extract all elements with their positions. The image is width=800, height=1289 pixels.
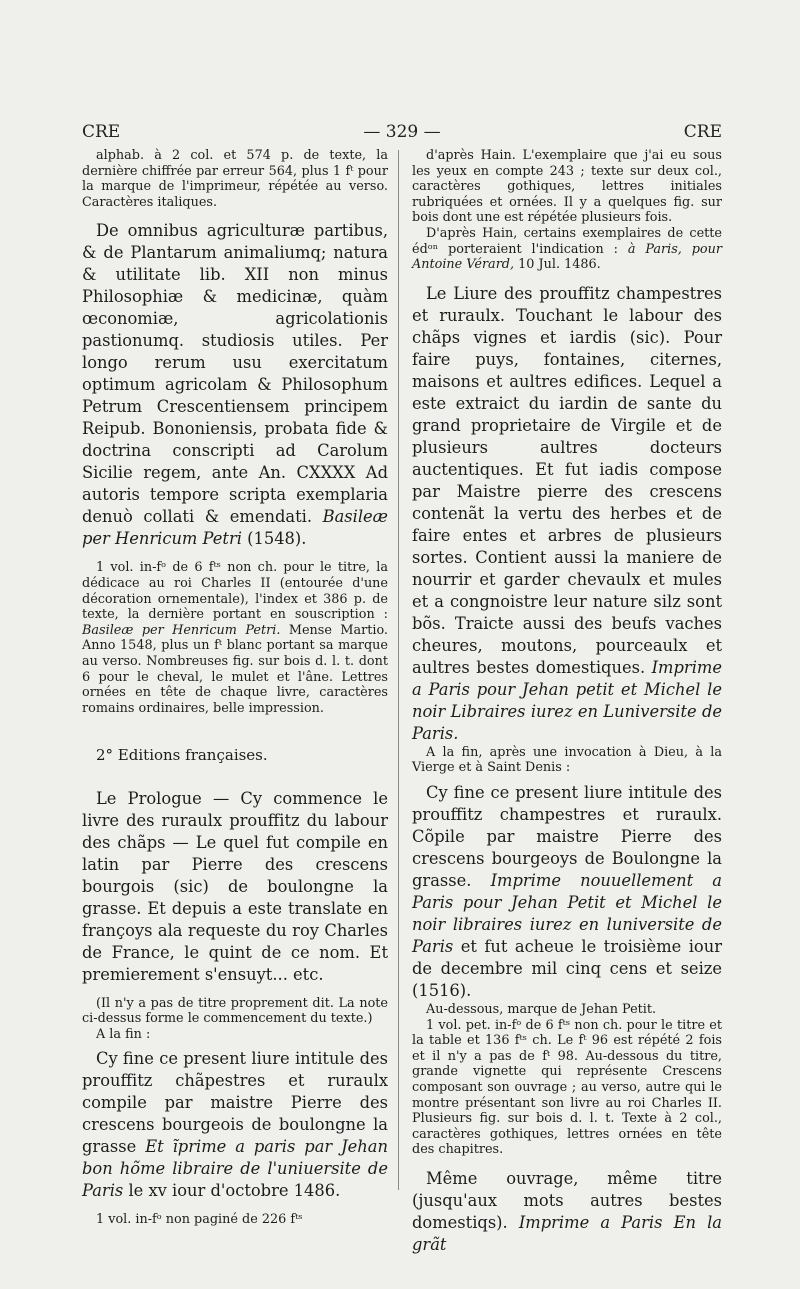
bibliographic-entry <box>412 1168 722 1256</box>
description-note <box>82 560 388 716</box>
entry-title: Même ouvrage, même titre (jusqu'aux mots autres bestes domestiqs). <box>412 1168 722 1232</box>
imprint-italic: Imprime nouuellement a Paris pour Jehan Petit et Michel le noir libraires iurez en luniversite de Paris <box>412 870 722 956</box>
bibliographic-entry: Le Prologue — Cy commence le livre des ruraulx prouffitz du labour des chãps — Le quel fut compile en latin par Pierre des crescens bourgois (sic) de boulongne la grasse. Et depuis a este translate en françoys ala requeste du roy Charles de France, le quint de ce nom. Et premierement s'ensuyt... etc. <box>82 788 388 984</box>
description-note: d'après Hain. L'exemplaire que j'ai eu sous les yeux en compte 243 ; texte sur deux col., caractères gothiques, lettres initiales rubriquées et ornées. Il y a quelques fig. sur bois dont une est répétée plusieurs fois. <box>412 148 722 226</box>
colophon-date: et fut acheue le troisième iour de decembre mil cinq cens et seize (1516). <box>412 936 722 1000</box>
colophon-body: Cy fine ce present liure intitule des prouffitz champestres et ruraulx. Cõpile par maistre Pierre des crescens bourgeoys de Boulongne la grasse. <box>412 782 722 890</box>
bibliographic-entry <box>412 283 722 745</box>
imprint-italic: à Paris, pour Antoine Vérard, <box>412 241 722 273</box>
description-note: (Il n'y a pas de titre proprement dit. La note ci-dessus forme le commencement du texte.) <box>82 995 388 1027</box>
entry-title: De omnibus agriculturæ partibus, & de Plantarum animaliumq; natura & utilitate lib. XII non minus Philosophiæ & medicinæ, quàm œconomiæ, agricolationis pastionumq. studiosis utiles. Per longo rerum usu exercitatum optimum agricolam & Philosophum Petrum Crescentiensem principem Reipub. Bononiensis, probata fide & doctrina conscripti ad Carolum Sicilie regem, ante An. CXXXX Ad autoris tempore scripta exemplaria denuò collati & emendati. <box>82 221 388 527</box>
description-note: A la fin : <box>96 1026 151 1042</box>
imprint-italic: Imprime a Paris En la grãt <box>412 1212 722 1254</box>
column-divider <box>398 150 399 1190</box>
note-text: D'après Hain, certains exemplaires de cette édᵒⁿ porteraient l'indication : <box>412 225 722 257</box>
imprint-italic: Imprime a Paris pour Jehan petit et Michel le noir Libraires iurez en Luniversite de Paris. <box>412 657 722 743</box>
bibliographic-entry <box>82 220 388 550</box>
imprint-italic: Basileæ per Henricum Petri <box>82 507 388 549</box>
right-column <box>412 148 722 1256</box>
imprint-italic: Basileæ per Henricum Petri. <box>82 622 281 638</box>
colophon-date: le xv iour d'octobre 1486. <box>128 1181 341 1201</box>
description-note: 1 vol. in-fᵒ non paginé de 226 fᵗˢ <box>96 1212 303 1228</box>
entry-date: (1548). <box>247 529 307 549</box>
page-number: — 329 — <box>363 122 441 142</box>
colophon-text <box>412 782 722 1002</box>
note-text: 10 Jul. 1486. <box>518 257 601 273</box>
description-note: A la fin, après une invocation à Dieu, à la Vierge et à Saint Denis : <box>412 744 722 776</box>
header-right-keyword: CRE <box>683 122 722 142</box>
description-note: Au-dessous, marque de Jehan Petit. <box>426 1001 657 1017</box>
paragraph: alphab. à 2 col. et 574 p. de texte, la dernière chiffrée par erreur 564, plus 1 fᵗ pour la marque de l'imprimeur, répétée au verso. Caractères italiques. <box>82 148 388 210</box>
left-column <box>82 148 388 1228</box>
note-text: Mense Martio. Anno 1548, plus un fᵗ blanc portant sa marque au verso. Nombreuses fig. sur bois d. l. t. dont 6 pour le cheval, le mulet et l'âne. Lettres ornées en tête de chaque livre, caractères romains ordinaires, belle impression. <box>82 622 388 716</box>
colophon-body: Cy fine ce present liure intitule des prouffitz chãpestres et ruraulx compile par maistre Pierre des crescens bourgeois de boulongne la grasse <box>82 1049 388 1157</box>
description-note <box>412 226 722 273</box>
running-header <box>82 122 722 146</box>
note-text: 1 vol. in-fᵒ de 6 fᵗˢ non ch. pour le titre, la dédicace au roi Charles II (entourée d'une décoration ornementale), l'index et 386 p. de texte, la dernière portant en souscription : <box>82 560 388 623</box>
entry-title: Le Liure des prouffitz champestres et ruraulx. Touchant le labour des chãps vignes et iardis (sic). Pour faire puys, fontaines, citernes, maisons et aultres edifices. Lequel a este extraict du iardin de sante du grand proprietaire de Virgile et de plusieurs aultres docteurs auctentiques. Et fut iadis compose par Maistre pierre des crescens contenãt la vertu des herbes et de faire entes et arbres de plusieurs sortes. Contient aussi la maniere de nourrir et garder chevaulx et mules et a congnoistre leur nature silz sont bõs. Traicte aussi des beufs vaches cheures, moutons, pourceaulx et aultres bestes domestiques. <box>412 283 722 677</box>
description-note: 1 vol. pet. in-fᵒ de 6 fᵗˢ non ch. pour le titre et la table et 136 fᵗˢ ch. Le fᵗ 96 est répété 2 fois et il n'y a pas de fᵗ 98. Au-dessous du titre, grande vignette qui représente Crescens composant son ouvrage ; au verso, autre qui le montre présentant son livre au roi Charles II. Plusieurs fig. sur bois d. l. t. Texte à 2 col., caractères gothiques, lettres ornées en tête des chapitres. <box>412 1017 722 1158</box>
header-left-keyword: CRE <box>82 122 121 142</box>
section-heading: 2° Editions françaises. <box>96 746 268 765</box>
imprint-italic: Et ĩprime a paris par Jehan bon hõme libraire de l'uniuersite de Paris <box>82 1137 388 1201</box>
colophon-text <box>82 1048 388 1202</box>
